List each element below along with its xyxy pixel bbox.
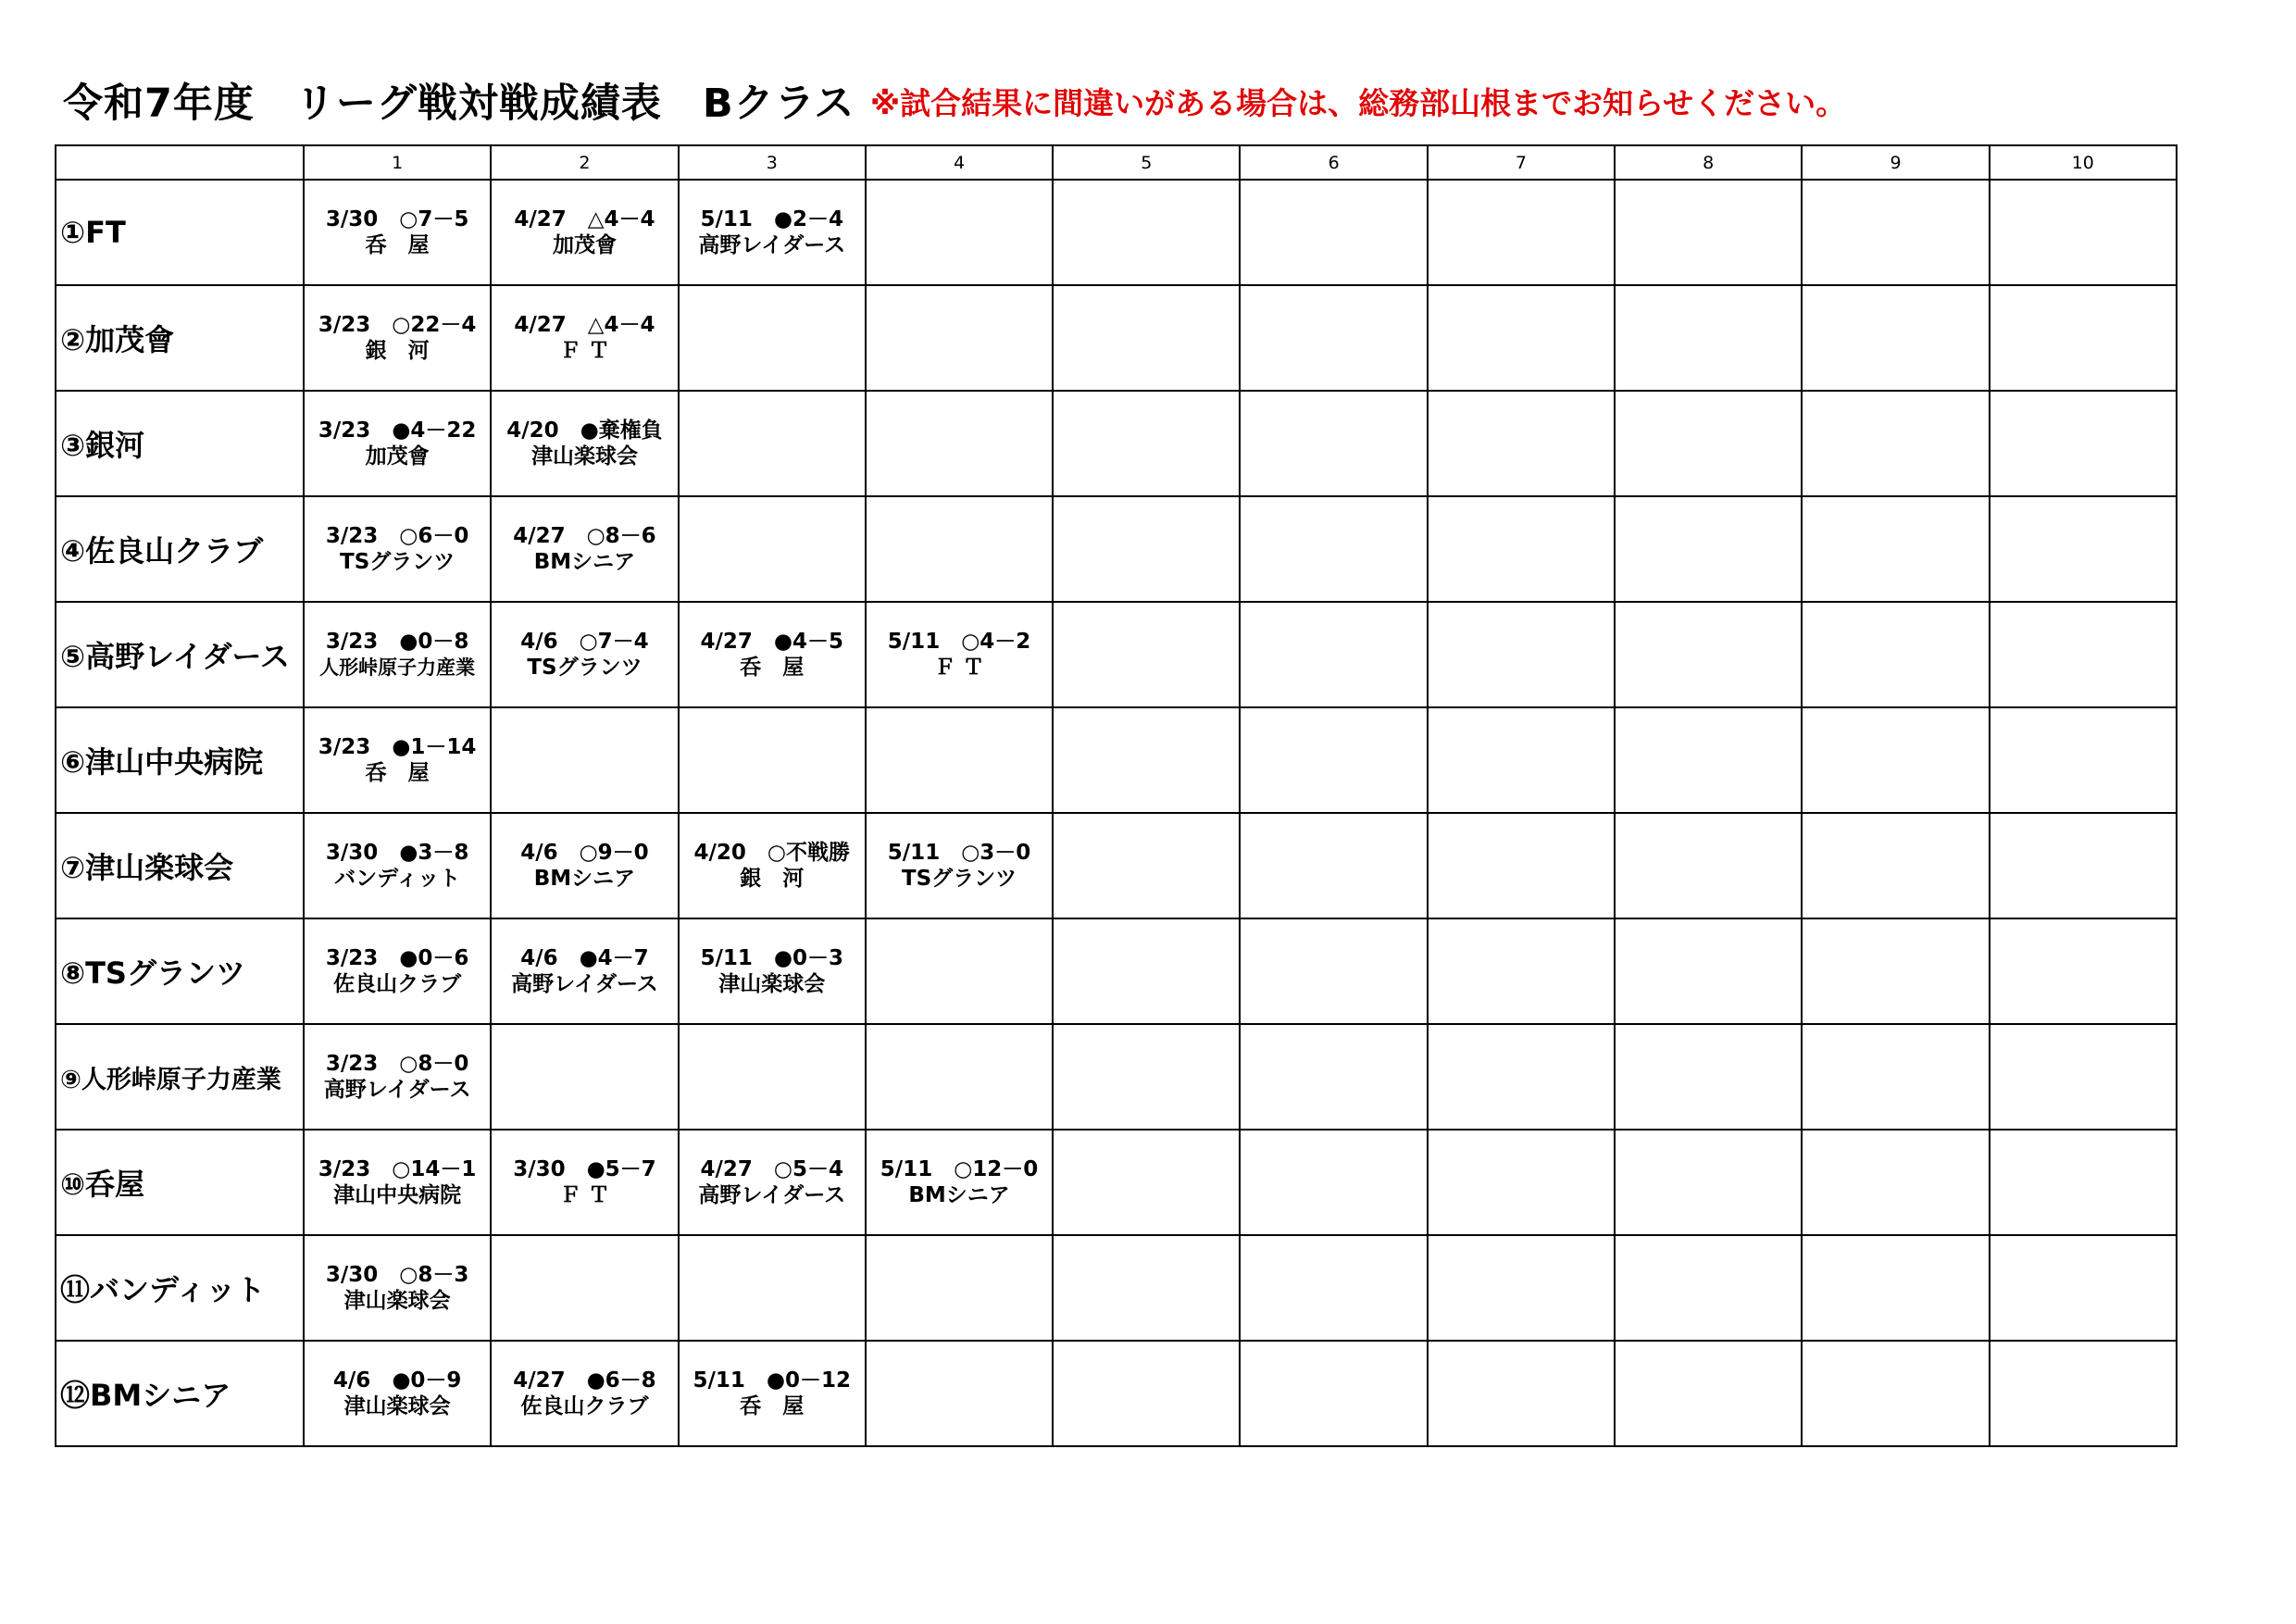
game-opponent: バンディット [334,867,461,891]
table-row [56,496,2177,602]
table-row [56,180,2177,285]
game-date-score: 5/11 ○3－0 [887,841,1031,865]
table-body [56,180,2177,1446]
game-result-cell [866,391,1053,496]
game-result-cell [1428,813,1615,918]
game-result-cell [1615,180,1802,285]
game-result-cell [679,391,866,496]
game-opponent: 津山楽球会 [343,1394,451,1418]
game-result-cell [491,285,678,391]
game-result-cell [491,813,678,918]
game-result-cell [1990,496,2177,602]
table-row [56,707,2177,813]
game-result-cell [304,602,491,707]
game-date-score: 4/27 △4－4 [514,207,655,231]
game-date-score: 3/30 ○7－5 [325,207,469,231]
game-opponent: 佐良山クラブ [333,972,462,996]
table-row [56,602,2177,707]
page-title: 令和7年度 リーグ戦対戦成績表 Bクラス [63,81,855,127]
game-result-cell [1802,707,1989,813]
game-result-cell [866,918,1053,1024]
game-result-cell [679,180,866,285]
game-result-cell [1802,1235,1989,1341]
header-corner-cell [56,145,304,180]
game-result-cell [1428,1235,1615,1341]
game-result-cell [679,1235,866,1341]
game-result-cell [866,707,1053,813]
column-header-10: 10 [1990,145,2177,180]
game-result-cell [1428,918,1615,1024]
game-opponent: TSグランツ [527,656,643,680]
team-name-cell: ⑤高野レイダース [56,602,304,707]
game-opponent: 加茂會 [552,233,617,257]
game-result-cell [1240,1341,1427,1446]
game-result-cell [1428,602,1615,707]
game-opponent: 人形峠原子力産業 [319,656,476,679]
game-result-cell [679,285,866,391]
game-result-cell [1053,180,1240,285]
column-header-8: 8 [1615,145,1802,180]
game-result-cell [304,391,491,496]
game-result-cell [304,1024,491,1130]
game-result-cell [1990,602,2177,707]
game-date-score: 3/23 ●4－22 [318,418,477,443]
game-date-score: 4/6 ●4－7 [520,946,649,970]
game-result-cell [1990,1235,2177,1341]
game-result-cell [1802,813,1989,918]
table-row [56,1341,2177,1446]
game-opponent: 津山楽球会 [343,1289,451,1313]
game-result-cell [1615,813,1802,918]
game-result-cell [304,707,491,813]
game-date-score: 5/11 ●0－12 [693,1368,851,1393]
team-name-cell: ⑫BMシニア [56,1341,304,1446]
game-result-cell [866,1130,1053,1235]
game-date-score: 5/11 ●2－4 [700,207,843,231]
game-opponent: 銀 河 [365,339,430,363]
game-result-cell [1053,285,1240,391]
game-result-cell [1240,1130,1427,1235]
game-result-cell [1802,1341,1989,1446]
game-opponent: 高野レイダース [511,972,658,996]
game-result-cell [1802,180,1989,285]
game-result-cell [1428,707,1615,813]
game-result-cell [304,496,491,602]
game-result-cell [1053,1341,1240,1446]
game-result-cell [304,1130,491,1235]
game-result-cell [1428,1341,1615,1446]
game-result-cell [679,1341,866,1446]
game-date-score: 5/11 ○12－0 [880,1157,1039,1181]
game-result-cell [1428,285,1615,391]
game-result-cell [1053,707,1240,813]
game-result-cell [679,1130,866,1235]
game-result-cell [1053,918,1240,1024]
game-result-cell [679,918,866,1024]
column-header-3: 3 [679,145,866,180]
game-result-cell [1240,496,1427,602]
game-opponent: BMシニア [908,1183,1010,1207]
game-opponent: 佐良山クラブ [520,1394,649,1418]
correction-notice: ※試合結果に間違いがある場合は、総務部山根までお知らせください。 [870,85,1847,121]
column-header-4: 4 [866,145,1053,180]
game-result-cell [1615,285,1802,391]
game-date-score: 3/23 ○14－1 [318,1157,477,1181]
team-name-cell: ⑨人形峠原子力産業 [56,1024,304,1130]
game-opponent: 加茂會 [365,444,430,468]
game-opponent: BMシニア [533,867,636,891]
table-row [56,918,2177,1024]
game-opponent: BMシニア [533,550,636,574]
game-result-cell [1990,180,2177,285]
game-result-cell [1428,1024,1615,1130]
game-result-cell [1615,1130,1802,1235]
game-result-cell [491,918,678,1024]
game-result-cell [1802,391,1989,496]
game-opponent: 高野レイダース [698,233,846,257]
column-header-7: 7 [1428,145,1615,180]
game-date-score: 3/30 ●5－7 [513,1157,656,1181]
game-result-cell [1053,813,1240,918]
team-name-cell: ⑩呑屋 [56,1130,304,1235]
game-result-cell [1615,707,1802,813]
game-result-cell [1428,180,1615,285]
game-date-score: 4/27 △4－4 [514,313,655,337]
game-result-cell [866,285,1053,391]
game-result-cell [1615,496,1802,602]
game-opponent: Ｆ Ｔ [559,1183,610,1207]
game-result-cell [1990,707,2177,813]
game-result-cell [1802,602,1989,707]
game-result-cell [1615,391,1802,496]
game-date-score: 4/27 ●4－5 [700,630,843,654]
game-opponent: 銀 河 [740,867,805,891]
game-result-cell [304,180,491,285]
game-result-cell [1053,391,1240,496]
column-header-2: 2 [491,145,678,180]
game-opponent: TSグランツ [901,867,1017,891]
game-date-score: 3/23 ●1－14 [318,735,477,759]
game-result-cell [1240,1235,1427,1341]
game-result-cell [1240,707,1427,813]
game-result-cell [1615,1341,1802,1446]
game-date-score: 3/30 ●3－8 [325,841,469,865]
game-result-cell [1802,1130,1989,1235]
game-result-cell [491,391,678,496]
game-result-cell [1240,813,1427,918]
game-result-cell [866,1235,1053,1341]
game-opponent: 津山中央病院 [333,1183,462,1207]
team-name-cell: ⑧TSグランツ [56,918,304,1024]
game-result-cell [1053,1024,1240,1130]
game-result-cell [679,707,866,813]
game-result-cell [1053,496,1240,602]
game-result-cell [1990,813,2177,918]
game-result-cell [491,180,678,285]
game-result-cell [866,813,1053,918]
game-result-cell [866,180,1053,285]
game-result-cell [1240,918,1427,1024]
game-result-cell [491,1130,678,1235]
game-result-cell [679,496,866,602]
game-date-score: 3/30 ○8－3 [325,1263,469,1287]
game-result-cell [1802,918,1989,1024]
team-name-cell: ⑪バンディット [56,1235,304,1341]
game-opponent: 高野レイダース [323,1078,471,1102]
game-opponent: 高野レイダース [698,1183,846,1207]
game-opponent: 津山楽球会 [718,972,826,996]
game-result-cell [491,1024,678,1130]
team-name-cell: ⑥津山中央病院 [56,707,304,813]
game-result-cell [1428,496,1615,602]
team-name-cell: ③銀河 [56,391,304,496]
game-date-score: 3/23 ●0－6 [325,946,469,970]
game-result-cell [866,496,1053,602]
game-result-cell [1240,602,1427,707]
game-date-score: 3/23 ●0－8 [325,630,469,654]
game-result-cell [1802,1024,1989,1130]
game-result-cell [679,813,866,918]
game-result-cell [1615,1235,1802,1341]
game-result-cell [304,918,491,1024]
column-header-9: 9 [1802,145,1989,180]
game-date-score: 3/23 ○6－0 [325,524,469,548]
game-result-cell [866,602,1053,707]
game-result-cell [1990,1024,2177,1130]
game-result-cell [491,1341,678,1446]
game-result-cell [1615,1024,1802,1130]
game-opponent: 呑 屋 [740,656,805,680]
table-row [56,1024,2177,1130]
game-opponent: 呑 屋 [740,1394,805,1418]
game-opponent: 呑 屋 [365,761,430,785]
team-name-cell: ④佐良山クラブ [56,496,304,602]
game-result-cell [1240,391,1427,496]
game-result-cell [491,602,678,707]
table-row [56,1130,2177,1235]
game-result-cell [304,813,491,918]
game-result-cell [866,1024,1053,1130]
game-result-cell [1240,1024,1427,1130]
game-date-score: 4/27 ●6－8 [513,1368,656,1393]
game-opponent: 津山楽球会 [530,444,638,468]
league-results-table [55,144,2177,1447]
game-result-cell [1053,602,1240,707]
game-date-score: 4/6 ●0－9 [332,1368,462,1393]
game-result-cell [304,1341,491,1446]
team-name-cell: ⑦津山楽球会 [56,813,304,918]
game-result-cell [679,1024,866,1130]
game-result-cell [866,1341,1053,1446]
game-result-cell [304,285,491,391]
game-date-score: 4/20 ○不戦勝 [693,841,850,865]
table-row [56,1235,2177,1341]
game-date-score: 4/20 ●棄権負 [506,418,663,443]
game-opponent: TSグランツ [340,550,455,574]
column-header-6: 6 [1240,145,1427,180]
game-result-cell [1802,285,1989,391]
team-name-cell: ①FT [56,180,304,285]
game-date-score: 5/11 ●0－3 [700,946,843,970]
game-result-cell [1990,918,2177,1024]
table-row [56,813,2177,918]
table-header-row [56,145,2177,180]
game-result-cell [1615,918,1802,1024]
game-result-cell [1615,602,1802,707]
game-date-score: 5/11 ○4－2 [887,630,1031,654]
game-result-cell [1428,1130,1615,1235]
game-result-cell [1053,1235,1240,1341]
table-row [56,285,2177,391]
game-opponent: 呑 屋 [365,233,430,257]
game-result-cell [491,496,678,602]
game-result-cell [1990,285,2177,391]
game-result-cell [1802,496,1989,602]
game-date-score: 4/27 ○8－6 [513,524,656,548]
game-date-score: 3/23 ○22－4 [318,313,477,337]
game-opponent: Ｆ Ｔ [934,656,985,680]
game-date-score: 4/27 ○5－4 [700,1157,843,1181]
game-result-cell [1428,391,1615,496]
game-date-score: 4/6 ○9－0 [520,841,649,865]
game-result-cell [491,707,678,813]
game-opponent: Ｆ Ｔ [559,339,610,363]
game-result-cell [1240,285,1427,391]
game-result-cell [679,602,866,707]
game-result-cell [304,1235,491,1341]
column-header-5: 5 [1053,145,1240,180]
game-result-cell [1053,1130,1240,1235]
team-name-cell: ②加茂會 [56,285,304,391]
game-result-cell [1240,180,1427,285]
game-date-score: 4/6 ○7－4 [520,630,649,654]
table-row [56,391,2177,496]
game-date-score: 3/23 ○8－0 [325,1052,469,1076]
game-result-cell [1990,1130,2177,1235]
column-header-1: 1 [304,145,491,180]
game-result-cell [1990,1341,2177,1446]
game-result-cell [1990,391,2177,496]
game-result-cell [491,1235,678,1341]
